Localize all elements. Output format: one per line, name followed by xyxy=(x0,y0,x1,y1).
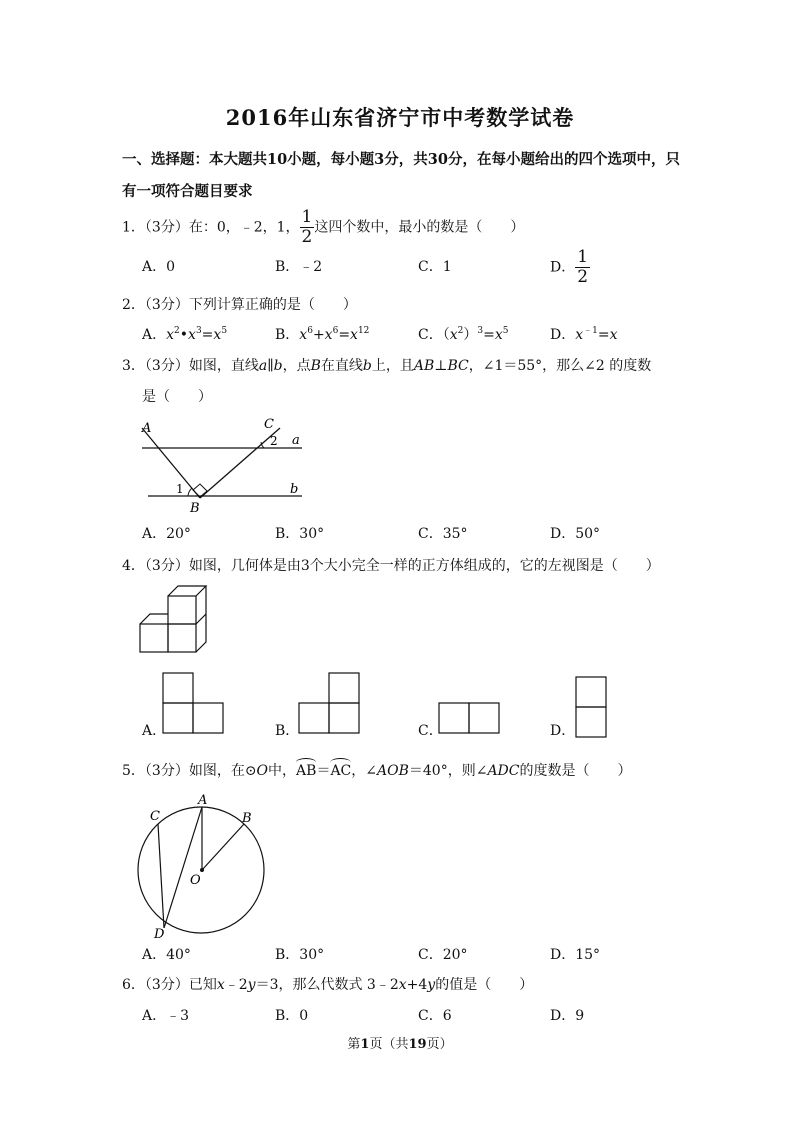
segment-ab xyxy=(142,428,200,498)
question-4-option-a-figure xyxy=(162,672,224,734)
question-3-option-b[interactable]: B．30° xyxy=(275,526,325,542)
question-3-stem-line1: 3．（3分）如图，直线a∥b，点B在直线b上，且AB⊥BC，∠1＝55°，那么∠2 的度数 xyxy=(122,358,652,374)
question-1-option-a[interactable]: A．0 xyxy=(142,259,176,275)
arc-ab: AB xyxy=(296,763,317,779)
section-heading-line1: 一、选择题：本大题共10小题，每小题3分，共30分，在每小题给出的四个选项中，只 xyxy=(122,151,680,168)
chord-cd xyxy=(158,824,164,928)
page-footer: 第1页（共19页） xyxy=(347,1037,453,1052)
question-5-option-c[interactable]: C．20° xyxy=(418,947,468,963)
question-1-option-d[interactable]: D． $\frac{1}{2}$ xyxy=(550,247,589,287)
center-point xyxy=(200,868,204,872)
question-6-option-a[interactable]: A．﹣3 xyxy=(142,1008,190,1024)
chord-ad xyxy=(164,807,202,928)
question-3-figure xyxy=(120,412,320,517)
top-cube-front xyxy=(168,596,196,624)
label-1: 1 xyxy=(176,482,184,496)
question-2-option-a[interactable]: A．$x^2•x^3=x^5$ xyxy=(142,326,228,343)
label-b: b xyxy=(290,482,299,497)
question-6-stem: 6．（3分）已知x﹣2y＝3，那么代数式 3﹣2x+4y的值是（ ） xyxy=(122,977,534,993)
question-1-stem: 1．（3分）在：0，﹣2，1， $\frac{1}{2}$ 这四个数中，最小的数是（ ） xyxy=(122,207,525,247)
label-A: A xyxy=(198,793,208,808)
question-1-option-b[interactable]: B．﹣2 xyxy=(275,259,323,275)
question-5-option-a[interactable]: A．40° xyxy=(142,947,191,963)
question-5-figure xyxy=(128,788,278,938)
right-angle-mark xyxy=(193,484,207,497)
question-4-option-a[interactable]: A． xyxy=(142,723,167,739)
label-D: D xyxy=(154,927,165,938)
angle-1-arc xyxy=(188,488,192,496)
label-B: B xyxy=(190,501,200,516)
question-4-stem: 4．（3分）如图，几何体是由3个大小完全一样的正方体组成的，它的左视图是（ ） xyxy=(122,558,660,574)
label-C: C xyxy=(264,417,274,432)
section-heading-line2: 有一项符合题目要求 xyxy=(122,183,253,200)
question-3-stem-line2: 是（ ） xyxy=(142,389,212,405)
question-4-option-c[interactable]: C． xyxy=(418,723,443,739)
question-4-option-d-figure xyxy=(575,676,607,738)
radius-ob xyxy=(202,824,244,870)
question-6-option-c[interactable]: C．6 xyxy=(418,1008,452,1024)
label-O: O xyxy=(190,873,201,888)
page-title: 2016年山东省济宁市中考数学试卷 xyxy=(225,105,575,130)
question-6-option-d[interactable]: D．9 xyxy=(550,1008,585,1024)
question-6-option-b[interactable]: B．0 xyxy=(275,1008,309,1024)
bottom-right-cube-front xyxy=(168,624,196,652)
question-5-option-d[interactable]: D．15° xyxy=(550,947,601,963)
question-2-option-d[interactable]: D．$x^{﹣1}=x$ xyxy=(550,326,618,343)
question-4-option-b-figure xyxy=(298,672,360,734)
question-3-option-a[interactable]: A．20° xyxy=(142,526,191,542)
question-4-option-b[interactable]: B． xyxy=(275,723,300,739)
question-4-solid-figure xyxy=(130,582,220,660)
question-3-option-c[interactable]: C．35° xyxy=(418,526,468,542)
bottom-left-cube-top xyxy=(140,614,168,624)
question-2-stem: 2．（3分）下列计算正确的是（ ） xyxy=(122,297,357,313)
label-a: a xyxy=(292,433,300,448)
label-A: A xyxy=(142,421,152,436)
label-2: 2 xyxy=(270,434,278,448)
fraction-one-half: $\frac{1}{2}$ xyxy=(301,207,313,247)
segment-bc xyxy=(200,428,280,498)
question-5-option-b[interactable]: B．30° xyxy=(275,947,325,963)
top-cube-top xyxy=(168,586,206,596)
question-2-option-b[interactable]: B．$x^6+x^6=x^{12}$ xyxy=(275,326,370,343)
bottom-left-cube-front xyxy=(140,624,168,652)
question-5-stem: 5．（3分）如图，在⊙O中，AB＝AC，∠AOB＝40°，则∠ADC的度数是（ ） xyxy=(122,763,632,779)
question-4-option-c-figure xyxy=(438,702,500,734)
question-4-option-d[interactable]: D． xyxy=(550,723,576,739)
question-1-option-c[interactable]: C．1 xyxy=(418,259,452,275)
question-3-option-d[interactable]: D．50° xyxy=(550,526,601,542)
question-2-option-c[interactable]: C．$(x^2)^3=x^5$ xyxy=(418,326,509,343)
arc-ac: AC xyxy=(330,763,352,779)
label-B: B xyxy=(242,811,252,826)
label-C: C xyxy=(150,809,160,824)
